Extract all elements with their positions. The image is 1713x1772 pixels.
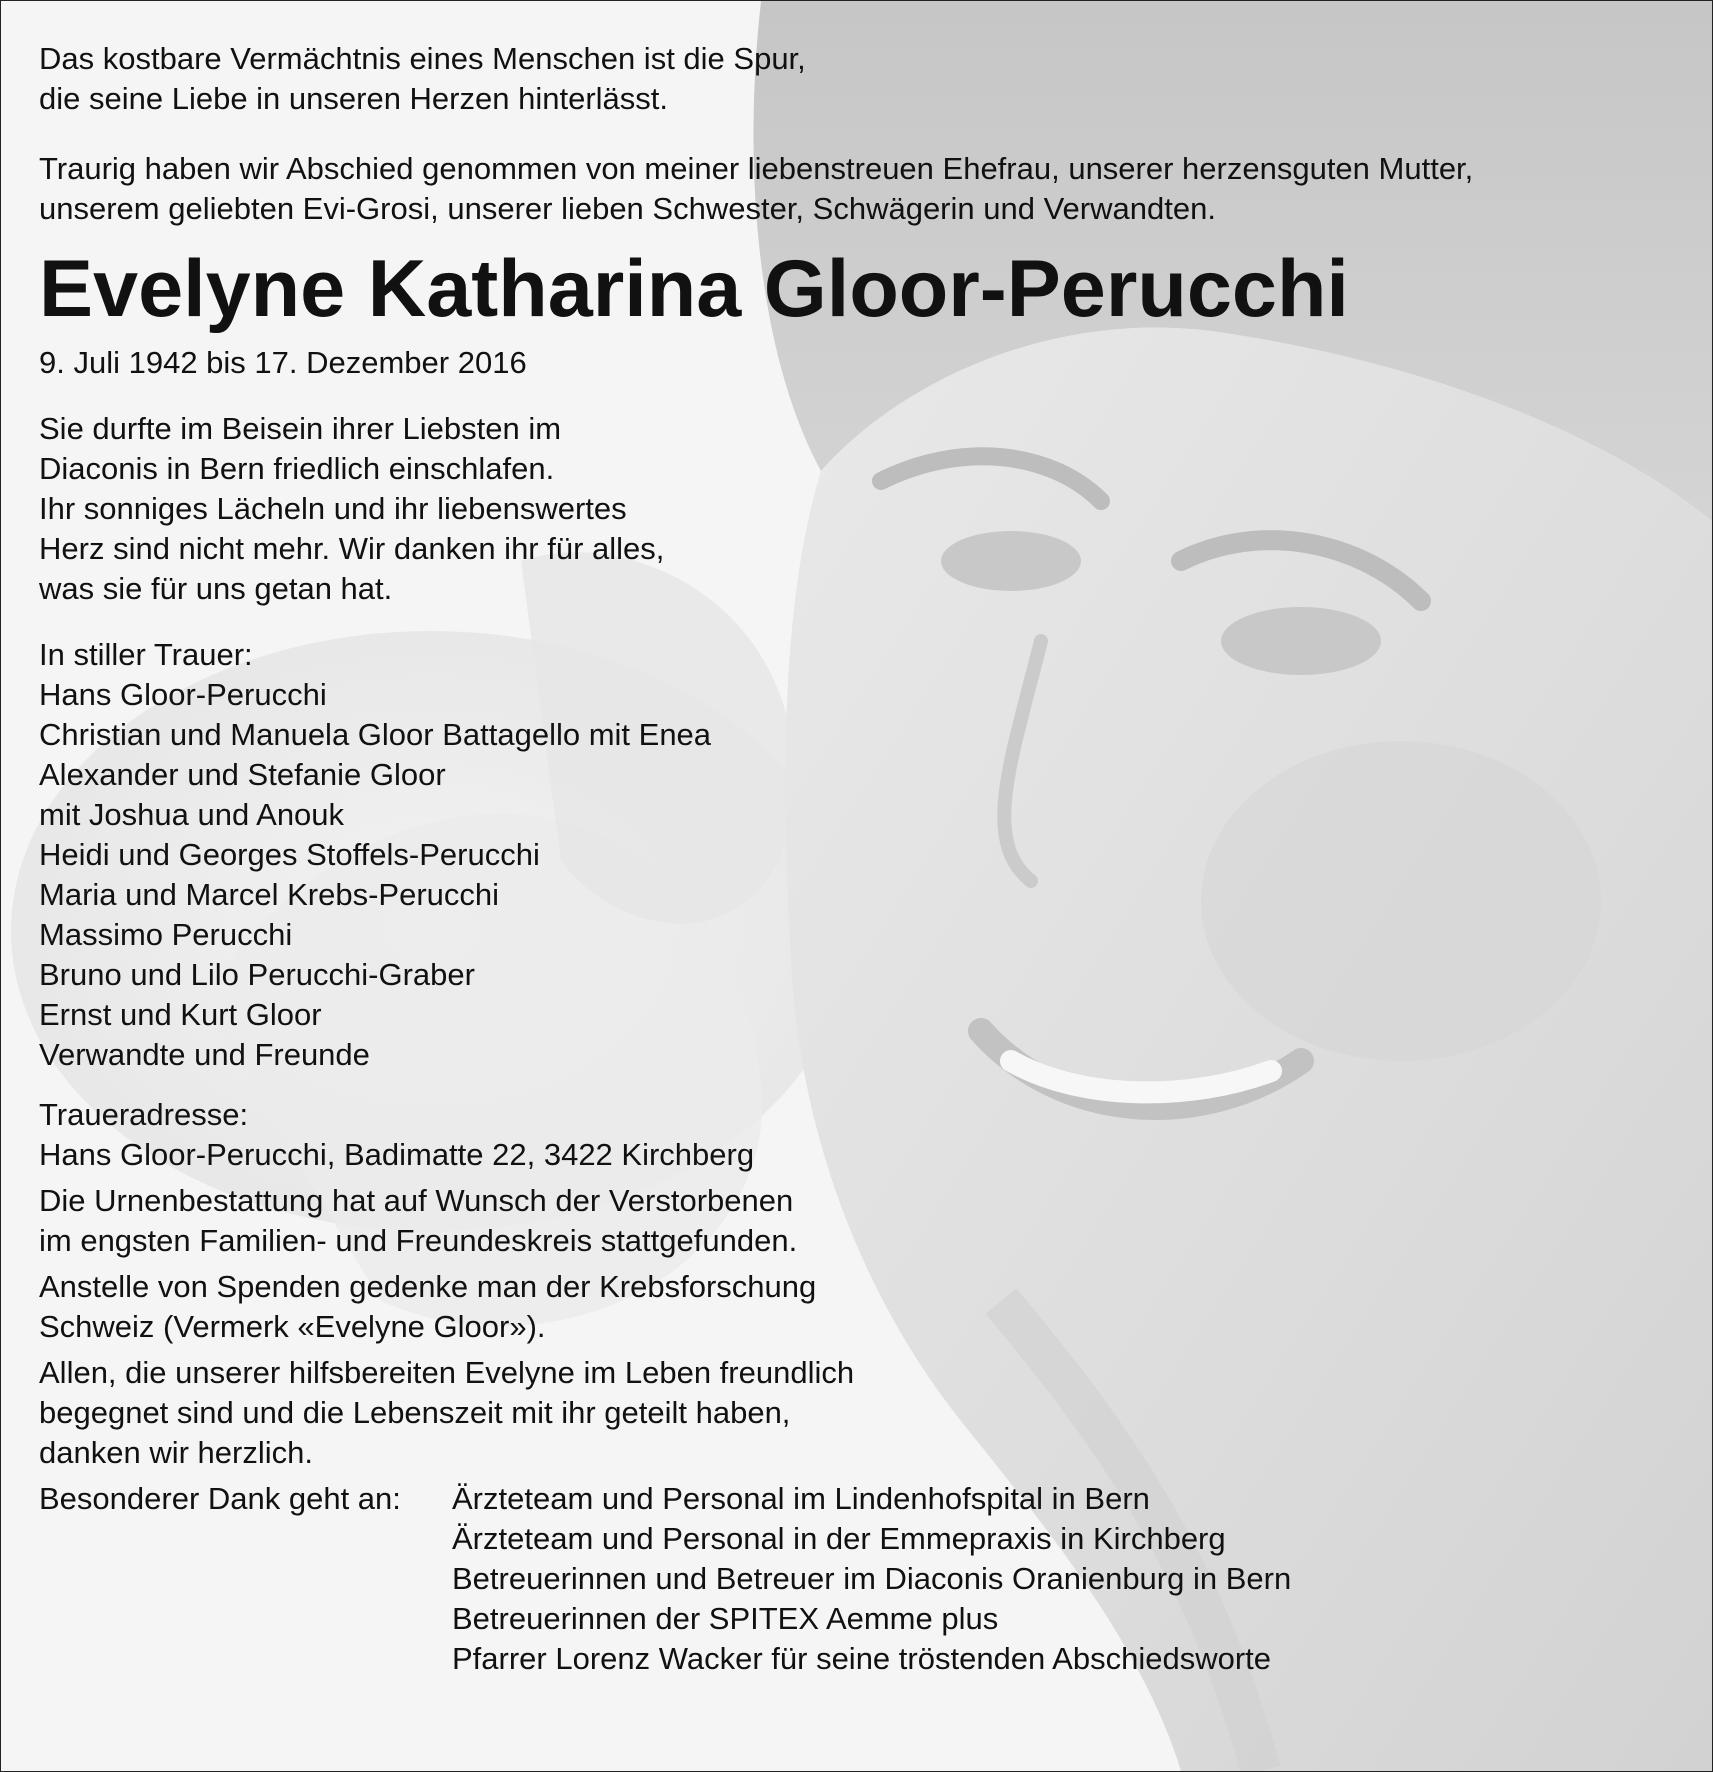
gratitude-line: Allen, die unserer hilfsbereiten Evelyne im Leben freundlich <box>39 1355 855 1390</box>
motto-line: Das kostbare Vermächtnis eines Menschen ist die Spur, <box>39 41 806 76</box>
passing-line: Diaconis in Bern friedlich einschlafen. <box>39 451 555 486</box>
passing-line: Herz sind nicht mehr. Wir danken ihr für alles, <box>39 531 665 566</box>
mourner: mit Joshua und Anouk <box>39 797 345 832</box>
intro-line: Traurig haben wir Abschied genommen von meiner liebenstreuen Ehefrau, unserer herzensguten Mutter, <box>39 151 1474 186</box>
special-thanks-item: Ärzteteam und Personal im Lindenhofspital in Bern <box>452 1481 1150 1516</box>
obituary-text <box>39 39 1679 1679</box>
special-thanks-list <box>452 1479 1291 1679</box>
life-dates: 9. Juli 1942 bis 17. Dezember 2016 <box>39 345 527 380</box>
mourner: Heidi und Georges Stoffels-Perucchi <box>39 837 540 872</box>
deceased-name: Evelyne Katharina Gloor-Perucchi <box>39 244 1349 334</box>
mourner: Massimo Perucchi <box>39 917 293 952</box>
passing-line: Sie durfte im Beisein ihrer Liebsten im <box>39 411 562 446</box>
address-heading: Traueradresse: <box>39 1097 249 1132</box>
donation-notice <box>39 1267 1679 1347</box>
mourners-list <box>39 635 1679 1075</box>
mourner: Christian und Manuela Gloor Battagello mit Enea <box>39 717 712 752</box>
motto <box>39 39 1679 119</box>
burial-line: im engsten Familien- und Freundeskreis stattgefunden. <box>39 1223 798 1258</box>
special-thanks-item: Betreuerinnen und Betreuer im Diaconis Oranienburg in Bern <box>452 1561 1292 1596</box>
mourning-address <box>39 1095 1679 1175</box>
mourner: Bruno und Lilo Perucchi-Graber <box>39 957 475 992</box>
special-thanks-item: Betreuerinnen der SPITEX Aemme plus <box>452 1601 999 1636</box>
gratitude-notice <box>39 1353 1679 1473</box>
mourner: Verwandte und Freunde <box>39 1037 370 1072</box>
mourner: Hans Gloor-Perucchi <box>39 677 327 712</box>
burial-notice <box>39 1181 1679 1261</box>
gratitude-line: begegnet sind und die Lebenszeit mit ihr geteilt haben, <box>39 1395 791 1430</box>
intro-line: unserem geliebten Evi-Grosi, unserer lieben Schwester, Schwägerin und Verwandten. <box>39 191 1216 226</box>
gratitude-line: danken wir herzlich. <box>39 1435 313 1470</box>
mourner: Maria und Marcel Krebs-Perucchi <box>39 877 500 912</box>
passing-line: was sie für uns getan hat. <box>39 571 393 606</box>
donation-line: Schweiz (Vermerk «Evelyne Gloor»). <box>39 1309 546 1344</box>
special-thanks-item: Pfarrer Lorenz Wacker für seine tröstenden Abschiedsworte <box>452 1641 1272 1676</box>
mourners-heading: In stiller Trauer: <box>39 637 253 672</box>
motto-line: die seine Liebe in unseren Herzen hinterlässt. <box>39 81 668 116</box>
mourner: Ernst und Kurt Gloor <box>39 997 322 1032</box>
passing-line: Ihr sonniges Lächeln und ihr liebenswertes <box>39 491 627 526</box>
mourner: Alexander und Stefanie Gloor <box>39 757 446 792</box>
passing-statement <box>39 409 1679 609</box>
address-text: Hans Gloor-Perucchi, Badimatte 22, 3422 Kirchberg <box>39 1137 755 1172</box>
donation-line: Anstelle von Spenden gedenke man der Krebsforschung <box>39 1269 817 1304</box>
special-thanks-label: Besonderer Dank geht an: <box>39 1481 401 1516</box>
intro <box>39 149 1679 229</box>
burial-line: Die Urnenbestattung hat auf Wunsch der Verstorbenen <box>39 1183 794 1218</box>
special-thanks <box>39 1479 1679 1679</box>
special-thanks-item: Ärzteteam und Personal in der Emmepraxis in Kirchberg <box>452 1521 1226 1556</box>
